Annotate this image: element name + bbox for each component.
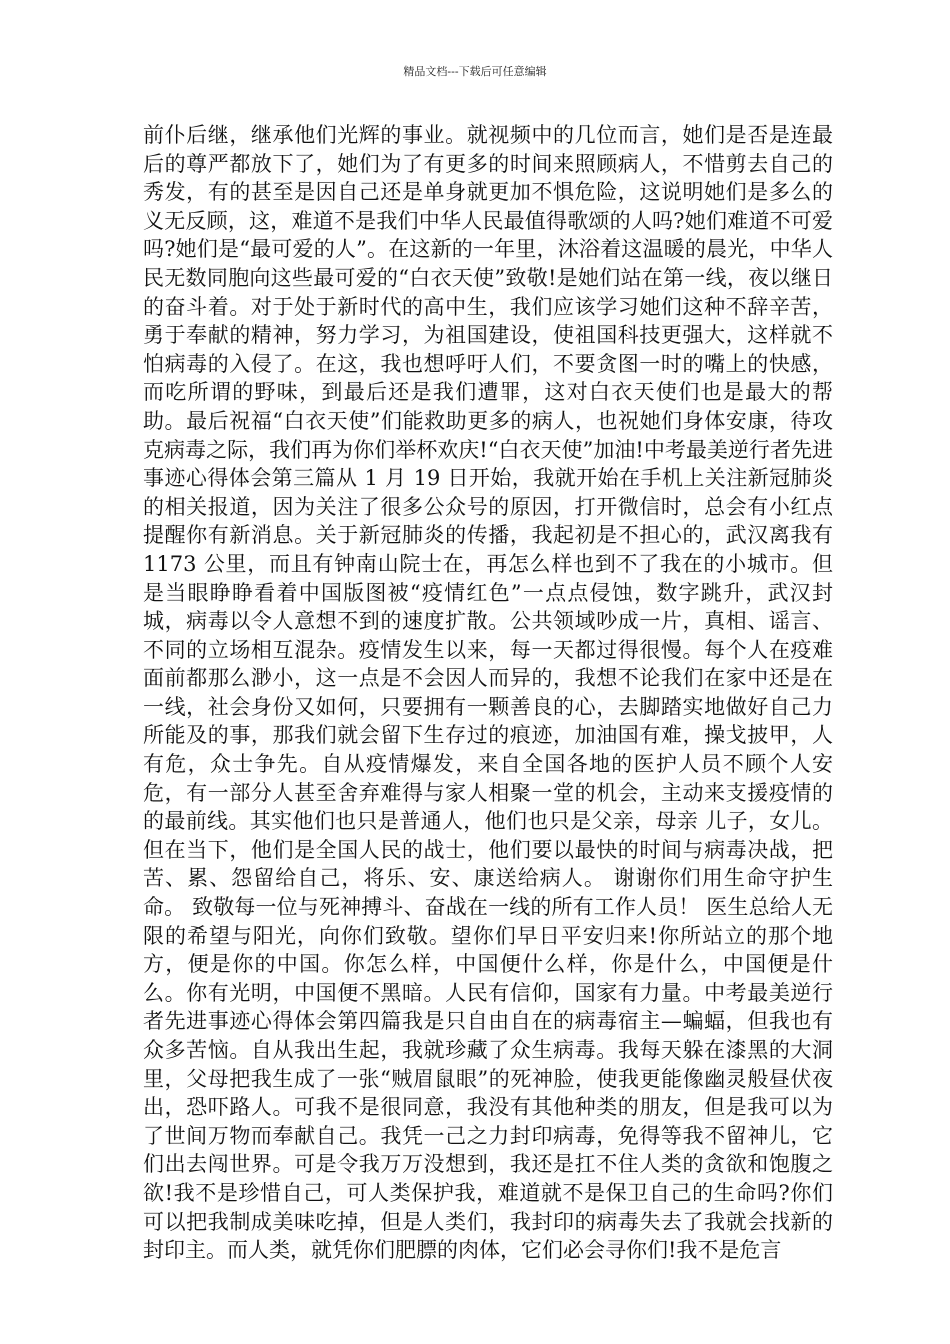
page-header: 精品文档---下载后可任意编辑 xyxy=(403,65,547,78)
body-paragraph: 前仆后继，继承他们光辉的事业。就视频中的几位而言，她们是否是连最后的尊严都放下了，她们为了有更多的时间来照顾病人，不惜剪去自己的秀发，有的甚至是因自己还是单身就更加不惧危险，这说明她们是多么的义无反顾，这，难道不是我们中华人民最值得歌颂的人吗?她们难道不可爱吗?她们是“最可爱的人”。在这新的一年里，沐浴着这温暖的晨光，中华人民无数同胞向这些最可爱的“白衣天使”致敬!是她们站在第一线，夜以继日的奋斗着。对于处于新时代的高中生，我们应该学习她们这种不辞辛苦，勇于奉献的精神，努力学习，为祖国建设，使祖国科技更强大，这样就不怕病毒的入侵了。在这，我也想呼吁人们，不要贪图一时的嘴上的快感，而吃所谓的野味，到最后还是我们遭罪，这对白衣天使们也是最大的帮助。最后祝福“白衣天使”们能救助更多的病人，也祝她们身体安康，待攻克病毒之际，我们再为你们举杯欢庆!“白衣天使”加油!中考最美逆行者先进事迹心得体会第三篇从 1 月 19 日开始，我就开始在手机上关注新冠肺炎的相关报道，因为关注了很多公众号的原因，打开微信时，总会有小红点提醒你有新消息。关于新冠肺炎的传播，我起初是不担心的，武汉离我有 1173 公里，而且有钟南山院士在，再怎么样也到不了我在的小城市。但是当眼睁睁看着中国版图被“疫情红色”一点点侵蚀，数字跳升，武汉封城，病毒以令人意想不到的速度扩散。公共领域吵成一片，真相、谣言、不同的立场相互混杂。疫情发生以来，每一天都过得很慢。每个人在疫难面前都那么渺小，这一点是不会因人而异的，我想不论我们在家中还是在一线，社会身份又如何，只要拥有一颗善良的心，去脚踏实地做好自己力所能及的事，那我们就会留下生存过的痕迹，加油国有难，操戈披甲，人有危，众士争先。自从疫情爆发，来自全国各地的医护人员不顾个人安危，有一部分人甚至舍弃难得与家人相聚一堂的机会，主动来支援疫情的的最前线。其实他们也只是普通人，他们也只是父亲，母亲 儿子，女儿。但在当下，他们是全国人民的战士，他们要以最快的时间与病毒决战，把苦、累、怨留给自己，将乐、安、康送给病人。 谢谢你们用生命守护生命。 致敬每一位与死神搏斗、奋战在一线的所有工作人员！ 医生总给人无限的希望与阳光，向你们致敬。望你们早日平安归来!你所站立的那个地方，便是你的中国。你怎么样，中国便什么样，你是什么，中国便是什么。你有光明，中国便不黑暗。人民有信仰，国家有力量。中考最美逆行者先进事迹心得体会第四篇我是只自由自在的病毒宿主—蝙蝠，但我也有众多苦恼。自从我出生起，我就珍藏了众生病毒。我每天躲在漆黑的大洞里，父母把我生成了一张“贼眉鼠眼”的死神脸，使我更能像幽灵般昼伏夜出，恐吓路人。可我不是很同意，我没有其他种类的朋友，但是我可以为了世间万物而奉献自己。我凭一己之力封印病毒，免得等我不留神儿，它们出去闯世界。可是令我万万没想到，我还是扛不住人类的贪欲和饱腹之欲!我不是珍惜自己，可人类保护我，难道就不是保卫自己的生命吗?你们可以把我制成美味吃掉，但是人类们，我封印的病毒失去了我就会找新的封印主。而人类，就凭你们肥膘的肉体，它们必会寻你们!我不是危言 xyxy=(143,123,833,1263)
